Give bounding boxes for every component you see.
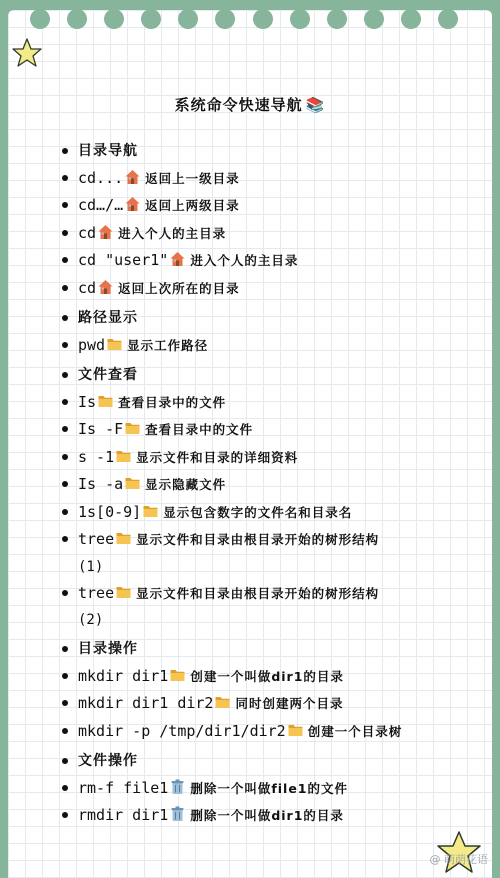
folder-icon: [114, 530, 136, 548]
house-icon: [123, 196, 145, 214]
command-text: Is -a: [78, 475, 124, 493]
folder-icon: [96, 393, 118, 411]
command-text: tree: [78, 530, 115, 548]
command-description: 显示文件和目录的详细资料: [136, 449, 299, 465]
command-item: [60, 416, 480, 444]
section-heading-text: 文件操作: [78, 753, 138, 769]
command-description: 返回上次所在的目录: [118, 280, 240, 296]
bullet: [62, 342, 68, 348]
folder-icon: [286, 722, 308, 740]
binder-ring: [364, 9, 384, 29]
binder-ring: [104, 9, 124, 29]
command-description: 显示文件和目录由根目录开始的树形结构: [136, 532, 380, 547]
bullet: [62, 785, 68, 791]
watermark: @ 萌萌花语: [429, 853, 488, 866]
star-icon: [10, 36, 44, 70]
house-icon: [168, 251, 190, 269]
bullet: [62, 590, 68, 596]
bullet: [62, 426, 68, 432]
bullet: [62, 285, 68, 291]
bullet: [62, 758, 68, 764]
command-description: 进入个人的主目录: [118, 225, 227, 241]
folder-icon: [168, 667, 190, 685]
command-text: rm-f file1: [78, 778, 169, 797]
command-description: 返回上两级目录: [145, 198, 240, 213]
command-item: [60, 275, 480, 303]
command-description: 显示工作路径: [127, 337, 209, 353]
bullet: [62, 399, 68, 405]
section-heading: [60, 305, 480, 332]
command-item: [60, 499, 480, 527]
command-text: rmdir dir1: [78, 806, 169, 824]
command-item: [60, 580, 480, 608]
command-item: [60, 775, 480, 803]
bullet: [62, 257, 68, 263]
section-heading: [60, 748, 480, 775]
command-text: Is -F: [78, 420, 124, 438]
section-heading-text: 目录导航: [78, 143, 138, 159]
command-text: Is: [78, 392, 97, 411]
command-description: 删除一个叫做file1的文件: [190, 780, 348, 796]
bullet: [62, 728, 68, 734]
command-item: [60, 332, 480, 360]
section-heading-text: 路径显示: [78, 310, 138, 326]
section-heading-text: 目录操作: [78, 641, 138, 657]
command-description: 同时创建两个目录: [235, 696, 344, 711]
folder-icon: [141, 503, 163, 521]
folder-icon: [123, 420, 145, 438]
command-description: 显示包含数字的文件名和目录名: [163, 504, 353, 520]
command-description: 进入个人的主目录: [190, 253, 299, 268]
command-description: 删除一个叫做dir1的目录: [190, 808, 344, 823]
bullet: [62, 175, 68, 181]
command-text: cd…/…: [78, 196, 124, 214]
command-text: s -1: [78, 447, 115, 466]
command-text: 1s[0-9]: [78, 502, 142, 521]
command-item: [60, 220, 480, 248]
command-item: [60, 690, 480, 718]
title-text: 系统命令快速导航: [174, 96, 303, 114]
command-description: 返回上一级目录: [145, 170, 240, 186]
bullet: [62, 812, 68, 818]
bullet: [62, 700, 68, 706]
command-item: [60, 663, 480, 691]
description-continuation: (1): [78, 558, 104, 575]
section-heading-text: 文件查看: [78, 367, 138, 383]
command-list: [60, 135, 480, 830]
section-heading: [60, 138, 480, 165]
page-title: [0, 94, 500, 115]
folder-icon: [123, 475, 145, 493]
command-item: [60, 718, 480, 746]
command-text: tree: [78, 583, 115, 602]
house-icon: [123, 169, 145, 187]
command-item: [60, 471, 480, 499]
bullet: [62, 536, 68, 542]
command-item: [60, 526, 480, 554]
command-description: 查看目录中的文件: [145, 422, 254, 437]
bullet: [62, 230, 68, 236]
binder-ring: [438, 9, 458, 29]
command-text: cd: [78, 223, 97, 242]
folder-icon: [114, 584, 136, 602]
binder-ring: [178, 9, 198, 29]
section-heading: [60, 362, 480, 389]
binder-ring: [67, 9, 87, 29]
section-heading: [60, 636, 480, 663]
bullet: [62, 646, 68, 652]
command-description: 创建一个叫做dir1的目录: [190, 668, 344, 684]
bullet: [62, 202, 68, 208]
command-item: [60, 165, 480, 193]
folder-icon: [105, 336, 127, 354]
command-item: [60, 802, 480, 830]
command-description: 显示隐藏文件: [145, 477, 227, 492]
command-description: 创建一个目录树: [307, 723, 403, 739]
command-item: [60, 444, 480, 472]
house-icon: [96, 279, 118, 297]
trash-icon: [168, 779, 190, 797]
command-text: cd: [78, 278, 97, 297]
command-item: [60, 389, 480, 417]
bullet: [62, 148, 68, 154]
bullet: [62, 481, 68, 487]
binder-ring: [327, 9, 347, 29]
folder-icon: [213, 694, 235, 712]
command-text: cd...: [78, 168, 124, 187]
bullet: [62, 509, 68, 515]
command-text: mkdir dir1: [78, 666, 169, 685]
binder-ring: [30, 9, 50, 29]
bullet: [62, 315, 68, 321]
command-text: pwd: [78, 335, 106, 354]
trash-icon: [168, 806, 190, 824]
bullet: [62, 673, 68, 679]
binder-ring: [401, 9, 421, 29]
binder-ring: [215, 9, 235, 29]
binder-ring: [290, 9, 310, 29]
binder-ring: [253, 9, 273, 29]
command-description: 显示文件和目录由根目录开始的树形结构: [136, 585, 380, 601]
folder-icon: [114, 448, 136, 466]
command-description: 查看目录中的文件: [118, 394, 227, 410]
command-text: cd "user1": [78, 251, 169, 269]
bullet: [62, 372, 68, 378]
command-text: mkdir -p /tmp/dir1/dir2: [78, 721, 286, 740]
command-item: [60, 192, 480, 220]
binder-ring: [141, 9, 161, 29]
command-text: mkdir dir1 dir2: [78, 694, 214, 712]
bullet: [62, 454, 68, 460]
command-item: [60, 247, 480, 275]
books-icon: 📚: [305, 96, 326, 114]
description-continuation: (2): [78, 612, 104, 628]
house-icon: [96, 224, 118, 242]
